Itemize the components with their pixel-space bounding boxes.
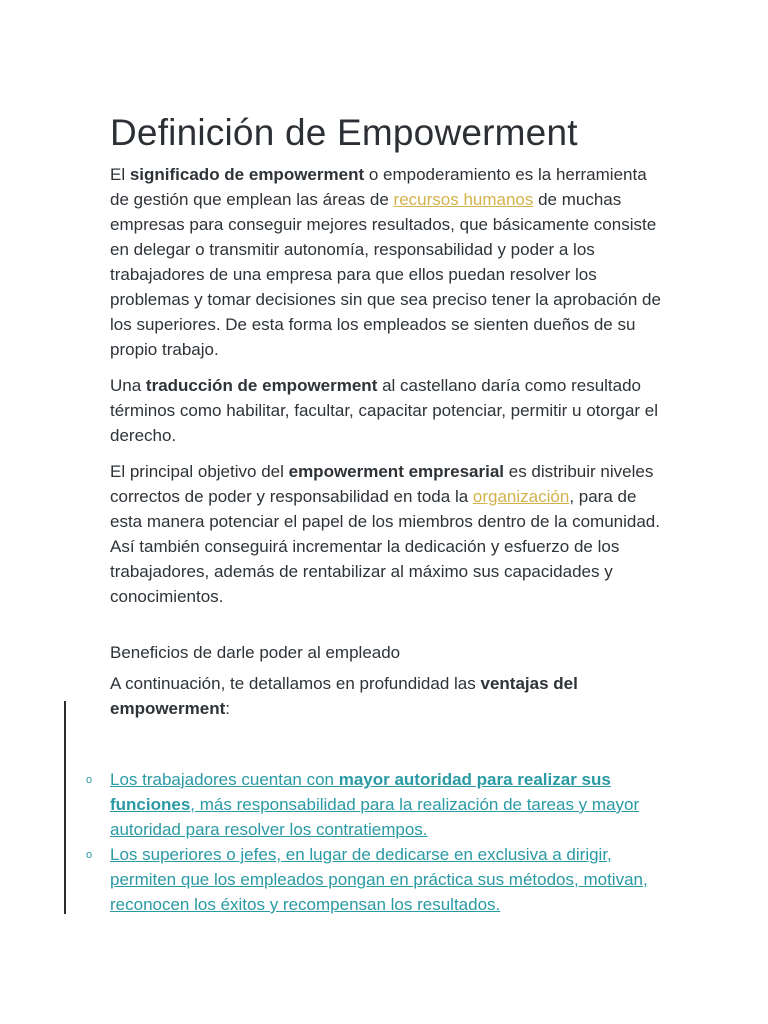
document-page <box>86 110 670 917</box>
paragraph-objective <box>110 459 670 609</box>
text: Los trabajadores cuentan con <box>110 770 339 789</box>
paragraph-definition <box>110 162 670 362</box>
left-margin-rule <box>64 701 66 914</box>
text: , para de esta manera potenciar el papel de los miembros dentro de la comunidad. Así también conseguirá incrementar la dedicación y esfuerzo de los trabajadores, además de rentabilizar al máximo sus capacidades y conocimientos. <box>110 487 660 606</box>
page-title: Definición de Empowerment <box>110 112 578 153</box>
text: El <box>110 165 130 184</box>
text: Una <box>110 376 146 395</box>
bullet-circle-icon: o <box>86 849 93 861</box>
bold-term: traducción de empowerment <box>145 376 378 395</box>
list-item-link[interactable]: Los superiores o jefes, en lugar de dedicarse en exclusiva a dirigir, permiten que los empleados pongan en práctica sus métodos, motivan, reconocen los éxitos y recompensan los resultados. <box>110 845 648 914</box>
list-item-link[interactable] <box>110 770 639 839</box>
list-item[interactable] <box>86 842 670 917</box>
text: El principal objetivo del <box>110 462 289 481</box>
list-item[interactable] <box>86 767 670 842</box>
link-recursos-humanos[interactable]: recursos humanos <box>393 190 534 209</box>
text: es distribuir niveles correctos de poder y responsabilidad en toda la <box>110 462 654 506</box>
text: o empoderamiento es la herramienta de gestión que emplean las áreas de <box>110 165 647 209</box>
text: , más responsabilidad para la realización de tareas y mayor autoridad para resolver los contratiempos. <box>110 795 640 839</box>
text: al castellano daría como resultado términos como habilitar, facultar, capacitar potenciar, permitir u otorgar el derecho. <box>110 376 659 445</box>
section-subheading: Beneficios de darle poder al empleado <box>110 643 401 662</box>
link-organizacion[interactable]: organización <box>472 487 570 506</box>
text: de muchas empresas para conseguir mejores resultados, que básicamente consiste en delegar o transmitir autonomía, responsabilidad y poder a los trabajadores de una empresa para que ellos puedan resolver los problemas y tomar decisiones sin que sea preciso tener la aprobación de los superiores. De esta forma los empleados se sienten dueños de su propio trabajo. <box>110 190 661 359</box>
text: A continuación, te detallamos en profundidad las <box>110 674 481 693</box>
benefits-list <box>86 767 670 917</box>
bold-term: empowerment empresarial <box>288 462 505 481</box>
bullet-circle-icon: o <box>86 774 93 786</box>
bold-term: ventajas del empowerment <box>110 674 578 718</box>
text: : <box>225 699 230 718</box>
bold-term: significado de empowerment <box>129 165 365 184</box>
benefits-intro <box>110 671 670 721</box>
bold-term: mayor autoridad para realizar sus funciones <box>110 770 611 814</box>
paragraph-translation <box>110 373 670 448</box>
